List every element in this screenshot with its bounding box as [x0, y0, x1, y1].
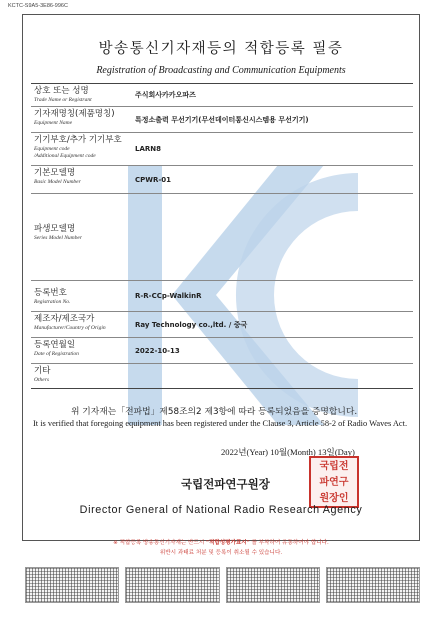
row-equipment-name	[31, 107, 413, 133]
row-registration-no	[31, 281, 413, 312]
notice-mark-label: "적합성평가표시"	[206, 540, 250, 546]
date-month: 10	[270, 447, 279, 457]
official-seal-stamp	[309, 456, 359, 508]
security-pattern-icon	[226, 567, 320, 603]
label-english-2: /Additional Equipment code	[34, 153, 96, 159]
value-series-model	[131, 194, 413, 280]
certification-statement-korean: 위 기자재는「전파법」제58조의2 제3항에 따라 등록되었음을 증명합니다.	[71, 407, 358, 417]
notice-line-2: 위반시 과태료 처분 및 등록이 취소될 수 있습니다.	[159, 550, 283, 556]
registration-table	[31, 83, 413, 389]
certification-statement-english: It is verified that foregoing equipment has been registered under the Clause 3, Article 58-2 of Radio Waves Act.	[33, 419, 408, 428]
security-pattern-icon	[25, 567, 119, 603]
label-english: Trade Name or Registrant	[34, 97, 92, 103]
date-year: 2022	[221, 447, 239, 457]
notice-prefix: ※ 적합등록 방송통신기자재는 반드시	[113, 540, 205, 546]
row-registration-date	[31, 338, 413, 364]
date-day-unit: 일(Day)	[326, 447, 355, 457]
notice-line-1	[23, 538, 419, 546]
seal-line: 국립전	[319, 460, 349, 472]
value-equipment-code: LARN8	[135, 145, 161, 153]
label-korean: 등록번호	[34, 288, 67, 298]
issuer-korean: 국립전파연구원장	[181, 477, 270, 491]
value-manufacturer: Ray Technology co.,ltd. / 중국	[135, 320, 248, 329]
label-korean: 상호 또는 성명	[34, 86, 89, 96]
label-english: Others	[34, 377, 49, 383]
label-korean: 기기부호/추가 기기부호	[34, 135, 122, 145]
value-equipment-name: 특정소출력 무선기기(무선데이터통신시스템용 무선기기)	[135, 115, 309, 124]
row-basic-model	[31, 166, 413, 194]
row-manufacturer	[31, 312, 413, 338]
certificate-frame	[22, 14, 420, 556]
title-korean: 방송통신기자재등의 적합등록 필증	[98, 41, 344, 57]
security-pattern-icon	[125, 567, 219, 603]
label-english: Equipment Name	[34, 120, 73, 126]
value-basic-model: CPWR-01	[135, 175, 172, 184]
value-others	[131, 364, 413, 388]
label-korean: 기본모델명	[34, 168, 76, 178]
row-equipment-code	[31, 133, 413, 166]
value-registration-no: R-R-CCp-WalkinR	[135, 292, 202, 300]
issuer-english: Director General of National Radio Research Agency	[79, 504, 363, 516]
label-english: Series Model Number	[34, 235, 82, 241]
security-code-strip	[25, 567, 420, 603]
document-code: KCTC-S9A5-3E86-996C	[8, 3, 68, 9]
label-korean: 등록연월일	[34, 340, 76, 350]
row-trade-name	[31, 84, 413, 107]
label-korean: 기타	[34, 366, 51, 376]
label-english: Date of Registration	[34, 351, 79, 357]
label-korean: 기자재명칭(제품명칭)	[34, 109, 115, 119]
seal-line: 파연구	[319, 476, 349, 488]
date-month-unit: 월(Month)	[278, 447, 316, 457]
label-english: Equipment code	[34, 146, 70, 152]
title-english: Registration of Broadcasting and Communication Equipments	[96, 65, 346, 76]
label-english: Basic Model Number	[34, 179, 81, 185]
security-pattern-icon	[326, 567, 420, 603]
label-english: Manufacturer/Country of Origin	[34, 325, 106, 331]
label-korean: 파생모델명	[34, 224, 76, 234]
row-others	[31, 364, 413, 388]
value-registration-date: 2022-10-13	[135, 346, 180, 355]
seal-line: 원장인	[319, 492, 349, 504]
date-year-unit: 년(Year)	[238, 447, 269, 457]
label-english: Registration No.	[34, 299, 71, 305]
value-trade-name: 주식회사카카오파즈	[135, 91, 196, 99]
notice-suffix: 를 부착하여 유통하여야 합니다.	[251, 540, 329, 546]
row-series-model	[31, 194, 413, 281]
date-day: 13	[317, 447, 327, 457]
label-korean: 제조자/제조국가	[34, 314, 95, 324]
